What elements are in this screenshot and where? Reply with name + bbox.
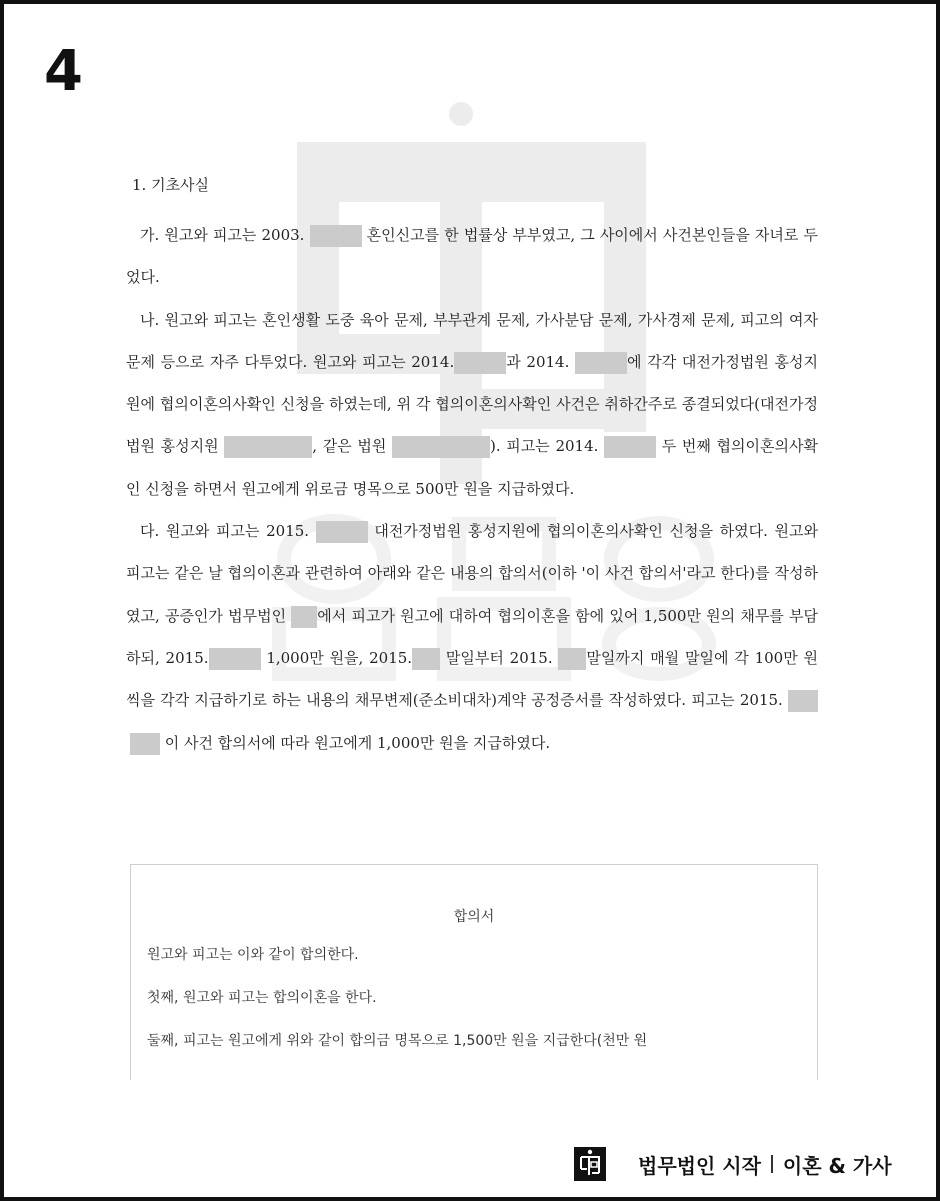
redaction-block: [224, 436, 312, 458]
redaction-block: [310, 225, 362, 247]
redaction-block: [788, 690, 818, 712]
redaction-block: [209, 648, 261, 670]
text-span: 말일까지 매월 말일에 각 100만 원씩을 각각 지급하기로 하는 내용의 채무변제(준소비대차)계약 공정증서를 작성하였다. 피고는 2015.: [126, 648, 818, 710]
redaction-block: [316, 521, 368, 543]
text-span: 대전가정법원 홍성지원에 협의이혼의사확인 신청을 하였다. 원고와 피고는 같은 날 협의이혼과 관련하여 아래와 같은 내용의 합의서(이하 '이 사건 합의서'라고 한다)를 작성하였고, 공증인가 법무법인: [126, 522, 818, 625]
text-span: 두 번째 협의이혼의사확인 신청을 하면서 원고에게 위로금 명목으로 500만 원을 지급하였다.: [126, 437, 818, 498]
paragraph-da: [126, 510, 818, 764]
text-span: 에 각각 대전가정법원 홍성지원에 협의이혼의사확인 신청을 하였는데, 위 각 협의이혼의사확인 사건은 취하간주로 종결되었다(대전가정법원 홍성지원: [126, 352, 819, 456]
firm-name: 법무법인 시작: [638, 1153, 761, 1178]
text-span: 에서 피고가 원고에 대하여 협의이혼을 함에 있어 1,500만 원의 채무를 부담하되, 2015.: [126, 606, 818, 667]
text-span: 다. 원고와 피고는 2015.: [140, 522, 316, 541]
paragraph-na: [126, 299, 818, 510]
agreement-box: [130, 864, 818, 1080]
text-span: ). 피고는 2014.: [490, 437, 605, 456]
agreement-line: 첫째, 원고와 피고는 합의이혼을 한다.: [147, 990, 377, 1006]
redaction-block: [291, 606, 317, 628]
agreement-line: 원고와 피고는 이와 같이 합의한다.: [147, 947, 359, 963]
text-span: 말일부터 2015.: [440, 648, 559, 667]
redaction-block: [392, 436, 490, 458]
redaction-block: [558, 648, 586, 670]
redaction-block: [130, 733, 160, 755]
practice-area: 이혼 & 가사: [782, 1153, 892, 1178]
page-number: 4: [44, 39, 83, 104]
text-span: 나. 원고와 피고는 혼인생활 도중 육아 문제, 부부관계 문제, 가사분담 문제, 가사경제 문제, 피고의 여자 문제 등으로 자주 다투었다. 원고와 피고는 2014.: [126, 310, 818, 371]
paragraph-ga: [126, 214, 818, 299]
redaction-block: [454, 352, 506, 374]
footer: [574, 1144, 892, 1184]
section-heading: 1. 기초사실: [132, 176, 210, 194]
redaction-block: [575, 352, 627, 374]
redaction-block: [604, 436, 656, 458]
redaction-block: [412, 648, 440, 670]
text-span: , 같은 법원: [312, 437, 393, 456]
text-span: 이 사건 합의서에 따라 원고에게 1,000만 원을 지급하였다.: [160, 733, 551, 752]
text-span: 1,000만 원을, 2015.: [260, 648, 413, 667]
text-span: 과 2014.: [506, 352, 576, 371]
text-span: 가. 원고와 피고는 2003.: [140, 226, 310, 244]
footer-divider: [771, 1155, 773, 1173]
document-body: [126, 172, 818, 764]
agreement-line: 둘째, 피고는 원고에게 위와 같이 합의금 명목으로 1,500만 원을 지급한다(천만 원: [147, 1033, 648, 1049]
agreement-title: 합의서: [453, 909, 495, 925]
text-span: 혼인신고를 한 법률상 부부였고, 그 사이에서 사건본인들을 자녀로 두었다.: [126, 226, 818, 287]
law-firm-logo-icon: [574, 1147, 606, 1181]
